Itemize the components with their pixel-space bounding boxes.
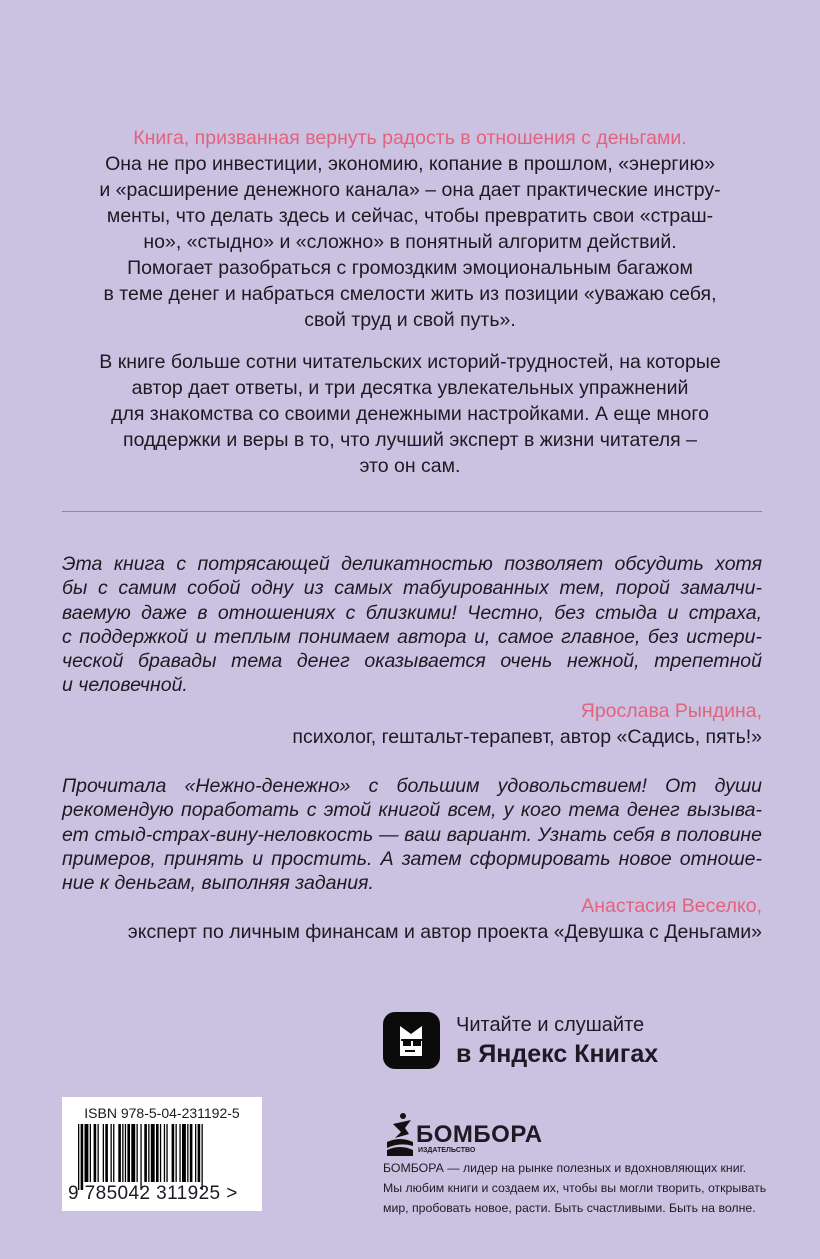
description-line: и «расширение денежного канала» – она дает практические инстру-	[99, 179, 721, 201]
review-line: бы с самим собой одну из самых табуированных тем, порой замалчи-	[62, 577, 762, 600]
barcode-bar	[122, 1124, 123, 1182]
barcode-bar	[195, 1124, 196, 1182]
yandex-promo-line1: Читайте и слушайте	[456, 1014, 645, 1036]
review-line: с поддержкой и теплым понимаем автора и, самое главное, без истери-	[62, 625, 762, 648]
review-line: Прочитала «Нежно-денежно» с большим удовольствием! От души	[62, 775, 762, 797]
review-line: ческой бравады тема денег оказывается очень нежной, трепетной	[62, 650, 762, 673]
barcode-bar	[111, 1124, 112, 1182]
review-line: ет стыд-страх-вину-неловкость — ваш вариант. Узнать себя в половине	[62, 823, 762, 846]
isbn-digits: 9 785042 311925 >	[68, 1183, 238, 1204]
publisher-desc-line: БОМБОРА — лидер на рынке полезных и вдохновляющих книг.	[383, 1161, 746, 1175]
barcode-bar	[81, 1124, 84, 1190]
barcode-bar	[179, 1124, 180, 1182]
isbn-barcode	[62, 1097, 262, 1211]
description-line: менты, что делать здесь и сейчас, чтобы превратить свои «страш-	[106, 205, 714, 227]
publisher-name: БОМБОРА	[416, 1121, 543, 1148]
barcode-bar	[94, 1124, 97, 1182]
barcode-bar	[166, 1124, 167, 1182]
barcode-bar	[176, 1124, 177, 1182]
barcode-bar	[98, 1124, 99, 1182]
barcode-bar	[164, 1124, 165, 1182]
barcode-bar	[118, 1124, 121, 1182]
yandex-promo-line2: в Яндекс Книгах	[456, 1040, 659, 1068]
review-line: ние к деньгам, выполняя задания.	[62, 872, 374, 895]
barcode-bar	[127, 1124, 130, 1182]
publisher-subtitle: ИЗДАТЕЛЬСТВО	[418, 1147, 476, 1154]
description-line: свой труд и свой путь».	[304, 309, 516, 331]
barcode-bar	[113, 1124, 114, 1182]
barcode-bar	[140, 1124, 141, 1190]
review-line: примеров, принять и простить. А затем сформировать новое отноше-	[62, 847, 762, 870]
review-2	[62, 774, 762, 895]
barcode-bar	[148, 1124, 149, 1182]
description-line: Помогает разобраться с громоздким эмоциональным багажом	[127, 257, 693, 279]
review-line: Эта книга с потрясающей деликатностью позволяет обсудить хотя	[62, 553, 762, 575]
barcode-bar	[78, 1124, 79, 1190]
barcode-bar	[105, 1124, 108, 1182]
isbn-label: ISBN 978-5-04-231192-5	[84, 1105, 240, 1121]
review-line: ваемую даже в отношениях с близкими! Честно, без стыда и страха,	[62, 601, 762, 624]
barcode-bar	[190, 1124, 193, 1182]
review-1	[62, 552, 762, 698]
barcode-bar	[90, 1124, 91, 1182]
barcode-bar	[131, 1124, 135, 1182]
description-line: это он сам.	[359, 455, 461, 477]
review-1-attribution	[292, 698, 762, 750]
review-line: рекомендую поработать с этой книгой всем, у кого тема денег вызыва-	[62, 799, 762, 822]
review-author-role: эксперт по личным финансам и автор проекта «Девушка с Деньгами»	[127, 921, 762, 943]
barcode-bar	[172, 1124, 175, 1182]
publisher-desc-line: Мы любим книги и создаем их, чтобы вы могли творить, открывать	[383, 1181, 767, 1195]
yandex-books-logo-icon	[383, 1012, 440, 1069]
description-line: автор дает ответы, и три десятка увлекательных упражнений	[131, 377, 689, 399]
barcode-bar	[125, 1124, 126, 1182]
barcode-bar	[187, 1124, 188, 1182]
barcode-bar	[182, 1124, 186, 1182]
description-line: поддержки и веры в то, что лучший эксперт в жизни читателя –	[123, 429, 697, 451]
description-line: в теме денег и набраться смелости жить из позиции «уважаю себя,	[103, 283, 717, 305]
description-line: но», «стыдно» и «сложно» в понятный алгоритм действий.	[143, 231, 677, 253]
review-author: Анастасия Веселко,	[581, 895, 762, 917]
description-line: Она не про инвестиции, экономию, копание в прошлом, «энергию»	[105, 153, 715, 175]
barcode-bar	[151, 1124, 155, 1182]
review-2-attribution	[128, 893, 762, 945]
bombora-logo-icon	[385, 1112, 415, 1163]
publisher-description	[383, 1158, 766, 1218]
description-2	[40, 349, 780, 479]
barcode-bar	[103, 1124, 104, 1182]
review-author: Ярослава Рындина,	[580, 700, 762, 722]
barcode-bar	[198, 1124, 201, 1182]
description	[40, 125, 780, 333]
headline: Книга, призванная вернуть радость в отношения с деньгами.	[133, 127, 687, 149]
barcode-bar	[202, 1124, 203, 1190]
review-line: и человечной.	[62, 674, 188, 697]
barcode-bar	[137, 1124, 138, 1182]
description-line: для знакомства со своими денежными настройками. А еще много	[111, 403, 709, 425]
divider	[62, 511, 762, 512]
description-line: В книге больше сотни читательских историй-трудностей, на которые	[99, 351, 721, 373]
barcode-bar	[160, 1124, 161, 1182]
publisher-desc-line: мир, пробовать новое, расти. Быть счастливыми. Быть на волне.	[383, 1201, 756, 1215]
barcode-bar	[144, 1124, 147, 1182]
barcode-bar	[156, 1124, 159, 1182]
barcode-bar	[85, 1124, 89, 1182]
review-author-role: психолог, гештальт-терапевт, автор «Садись, пять!»	[292, 726, 762, 748]
